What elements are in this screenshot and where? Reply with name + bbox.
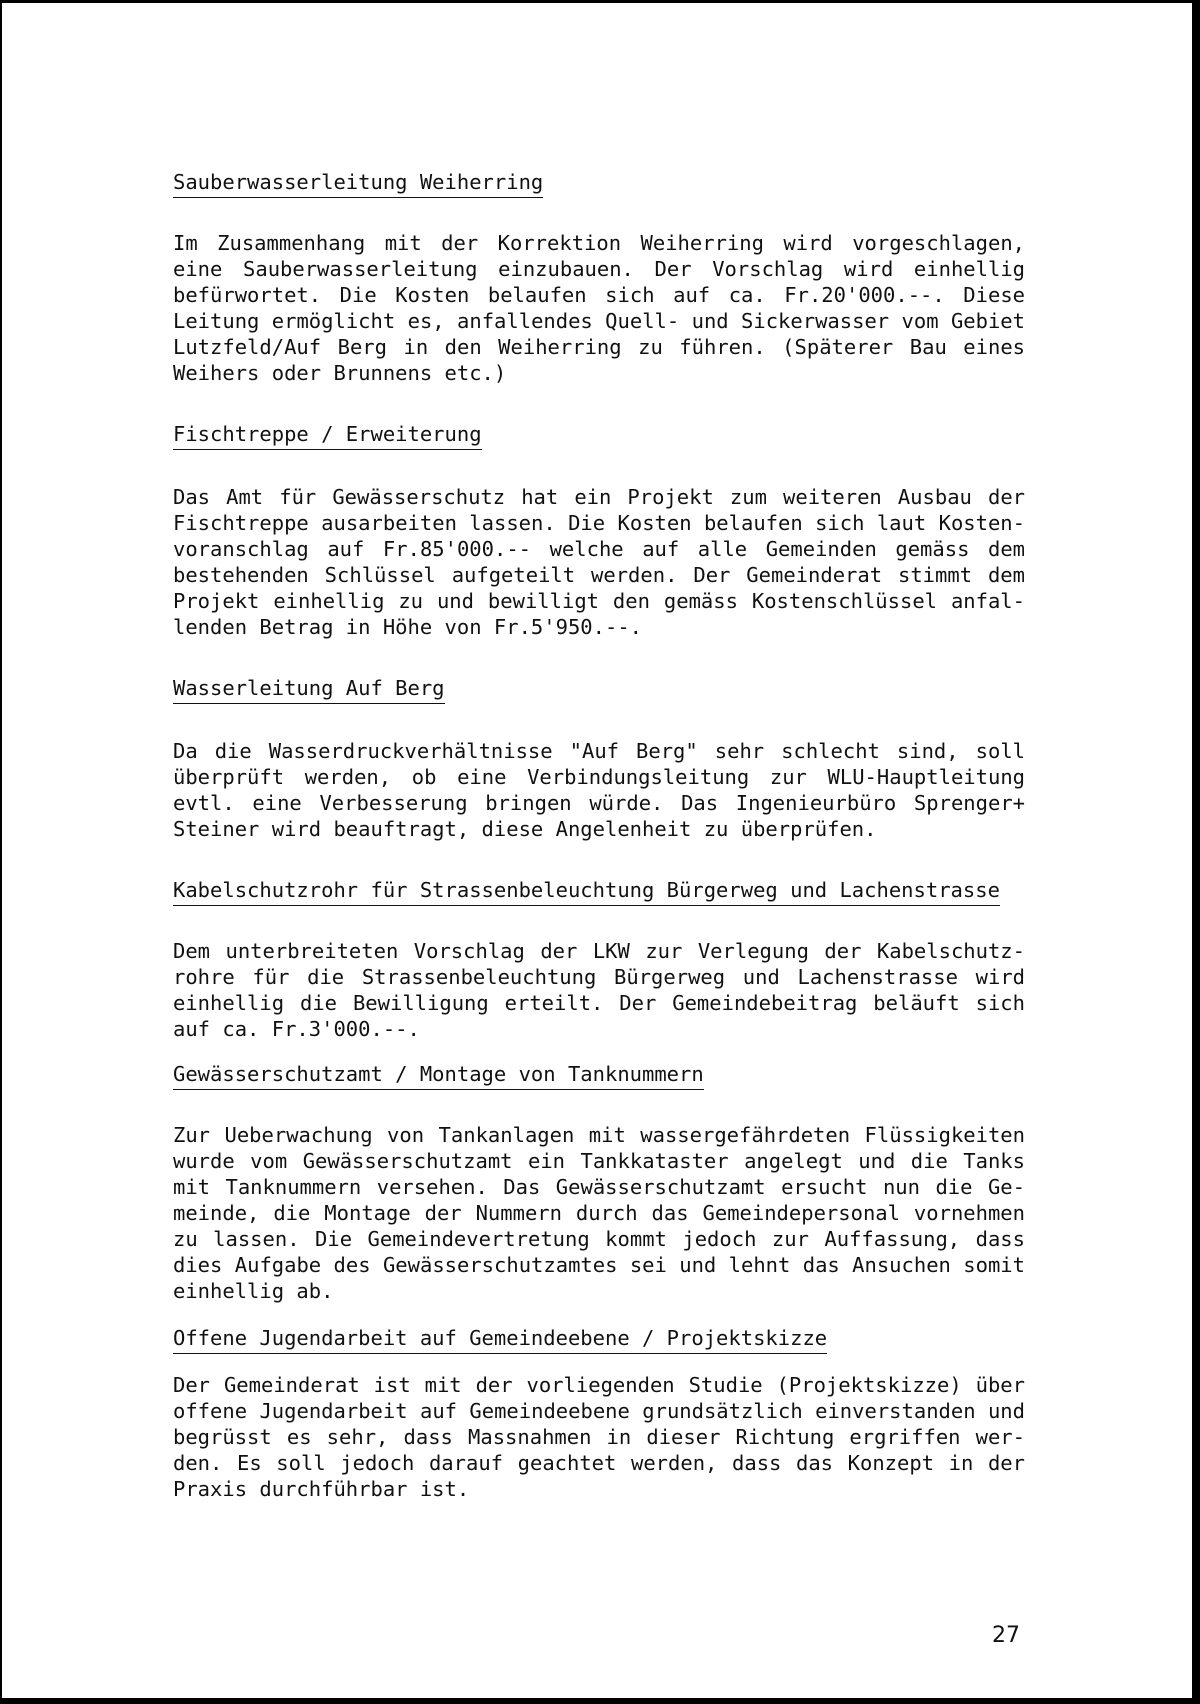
paragraph-line: Leitung ermöglicht es, anfallendes Quell- und Sickerwasser vom Gebiet xyxy=(173,309,1025,333)
section-offene-jugendarbeit xyxy=(173,1326,1025,1502)
paragraph-line: begrüsst es sehr, dass Massnahmen in dieser Richtung ergriffen wer- xyxy=(173,1425,1025,1449)
section-kabelschutzrohr xyxy=(173,878,1025,1042)
paragraph-line: Weihers oder Brunnens etc.) xyxy=(173,361,507,385)
section-paragraph xyxy=(173,230,1025,386)
paragraph-line: wurde vom Gewässerschutzamt ein Tankkataster angelegt und die Tanks xyxy=(173,1149,1025,1173)
section-title: Kabelschutzrohr für Strassenbeleuchtung Bürgerweg und Lachenstrasse xyxy=(173,878,1000,906)
paragraph-line: auf ca. Fr.3'000.--. xyxy=(173,1017,420,1041)
paragraph-line: zu lassen. Die Gemeindevertretung kommt jedoch zur Auffassung, dass xyxy=(173,1227,1025,1251)
section-wasserleitung-auf-berg xyxy=(173,676,1025,842)
section-paragraph xyxy=(173,1372,1025,1502)
page-number: 27 xyxy=(992,1623,1020,1648)
paragraph-line: offene Jugendarbeit auf Gemeindeebene grundsätzlich einverstanden und xyxy=(173,1399,1025,1423)
document-body xyxy=(173,170,1025,1502)
paragraph-line: Fischtreppe ausarbeiten lassen. Die Kosten belaufen sich laut Kosten- xyxy=(173,511,1025,535)
paragraph-line: Praxis durchführbar ist. xyxy=(173,1477,470,1501)
section-paragraph xyxy=(173,938,1025,1042)
paragraph-line: evtl. eine Verbesserung bringen würde. Das Ingenieurbüro Sprenger+ xyxy=(173,791,1025,815)
paragraph-line: dies Aufgabe des Gewässerschutzamtes sei und lehnt das Ansuchen somit xyxy=(173,1253,1025,1277)
paragraph-line: Im Zusammenhang mit der Korrektion Weiherring wird vorgeschlagen, xyxy=(173,231,1025,255)
paragraph-line: Dem unterbreiteten Vorschlag der LKW zur Verlegung der Kabelschutz- xyxy=(173,939,1025,963)
paragraph-line: überprüft werden, ob eine Verbindungsleitung zur WLU-Hauptleitung xyxy=(173,765,1025,789)
paragraph-line: meinde, die Montage der Nummern durch das Gemeindepersonal vornehmen xyxy=(173,1201,1025,1225)
paragraph-line: mit Tanknummern versehen. Das Gewässerschutzamt ersucht nun die Ge- xyxy=(173,1175,1025,1199)
paragraph-line: Steiner wird beauftragt, diese Angelenheit zu überprüfen. xyxy=(173,817,877,841)
paragraph-line: Lutzfeld/Auf Berg in den Weiherring zu führen. (Späterer Bau eines xyxy=(173,335,1025,359)
paragraph-line: rohre für die Strassenbeleuchtung Bürgerweg und Lachenstrasse wird xyxy=(173,965,1025,989)
paragraph-line: Da die Wasserdruckverhältnisse "Auf Berg" sehr schlecht sind, soll xyxy=(173,739,1025,763)
section-title: Fischtreppe / Erweiterung xyxy=(173,422,482,450)
section-paragraph xyxy=(173,738,1025,842)
paragraph-line: bestehenden Schlüssel aufgeteilt werden. Der Gemeinderat stimmt dem xyxy=(173,563,1025,587)
section-title: Wasserleitung Auf Berg xyxy=(173,676,445,704)
paragraph-line: Projekt einhellig zu und bewilligt den gemäss Kostenschlüssel anfal- xyxy=(173,589,1025,613)
section-paragraph xyxy=(173,484,1025,640)
paragraph-line: befürwortet. Die Kosten belaufen sich auf ca. Fr.20'000.--. Diese xyxy=(173,283,1025,307)
paragraph-line: voranschlag auf Fr.85'000.-- welche auf alle Gemeinden gemäss dem xyxy=(173,537,1025,561)
section-gewaesserschutzamt xyxy=(173,1062,1025,1304)
paragraph-line: einhellig die Bewilligung erteilt. Der Gemeindebeitrag beläuft sich xyxy=(173,991,1025,1015)
paragraph-line: lenden Betrag in Höhe von Fr.5'950.--. xyxy=(173,615,642,639)
paragraph-line: den. Es soll jedoch darauf geachtet werden, dass das Konzept in der xyxy=(173,1451,1025,1475)
section-fischtreppe xyxy=(173,422,1025,640)
section-title: Gewässerschutzamt / Montage von Tanknummern xyxy=(173,1062,704,1090)
paragraph-line: eine Sauberwasserleitung einzubauen. Der Vorschlag wird einhellig xyxy=(173,257,1025,281)
paragraph-line: einhellig ab. xyxy=(173,1279,334,1303)
paragraph-line: Zur Ueberwachung von Tankanlagen mit wassergefährdeten Flüssigkeiten xyxy=(173,1123,1025,1147)
paragraph-line: Das Amt für Gewässerschutz hat ein Projekt zum weiteren Ausbau der xyxy=(173,485,1025,509)
section-title: Sauberwasserleitung Weiherring xyxy=(173,170,543,198)
section-sauberwasserleitung xyxy=(173,170,1025,386)
section-paragraph xyxy=(173,1122,1025,1304)
section-title: Offene Jugendarbeit auf Gemeindeebene / Projektskizze xyxy=(173,1326,827,1354)
paragraph-line: Der Gemeinderat ist mit der vorliegenden Studie (Projektskizze) über xyxy=(173,1373,1025,1397)
